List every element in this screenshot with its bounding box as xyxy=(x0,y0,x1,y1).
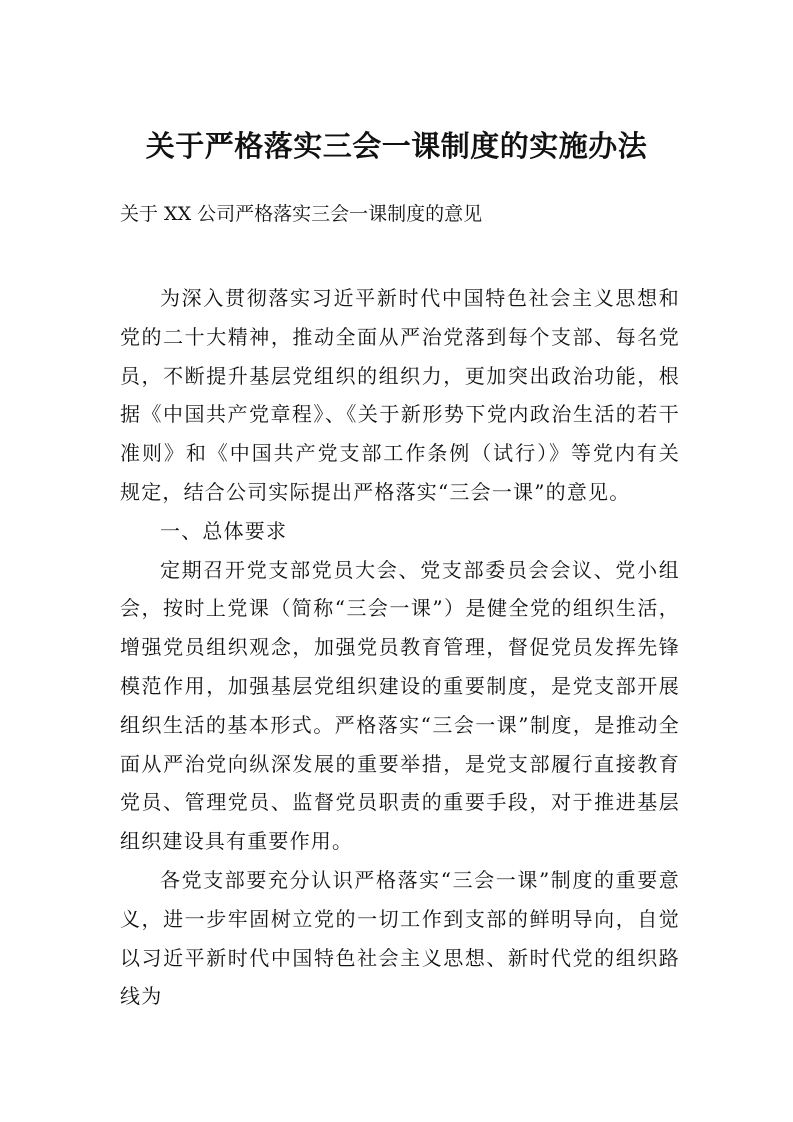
paragraph-intro: 为深入贯彻落实习近平新时代中国特色社会主义思想和党的二十大精神，推动全面从严治党落到每个支部、每名党员，不断提升基层党组织的组织力，更加突出政治功能，根据《中国共产党章程》、《关于新形势下党内政治生活的若干准则》和《中国共产党支部工作条例（试行）》等党内有关规定，结合公司实际提出严格落实“三会一课”的意见。 xyxy=(120,286,680,504)
section-heading-general-requirements: 一、总体要求 xyxy=(160,518,288,543)
document-title: 关于严格落实三会一课制度的实施办法 xyxy=(145,129,648,163)
document-body xyxy=(120,279,680,1016)
paragraph-branch-duties: 各党支部要充分认识严格落实“三会一课”制度的重要意义，进一步牢固树立党的一切工作到支部的鲜明导向，自觉以习近平新时代中国特色社会主义思想、新时代党的组织路线为 xyxy=(120,867,680,1009)
document-subtitle: 关于 XX 公司严格落实三会一课制度的意见 xyxy=(120,203,483,225)
paragraph-general-requirements: 定期召开党支部党员大会、党支部委员会会议、党小组会，按时上党课（简称“三会一课”）是健全党的组织生活，增强党员组织观念，加强党员教育管理，督促党员发挥先锋模范作用，加强基层党组织建设的重要制度，是党支部开展组织生活的基本形式。严格落实“三会一课”制度，是推动全面从严治党向纵深发展的重要举措，是党支部履行直接教育党员、管理党员、监督党员职责的重要手段，对于推进基层组织建设具有重要作用。 xyxy=(120,557,680,854)
